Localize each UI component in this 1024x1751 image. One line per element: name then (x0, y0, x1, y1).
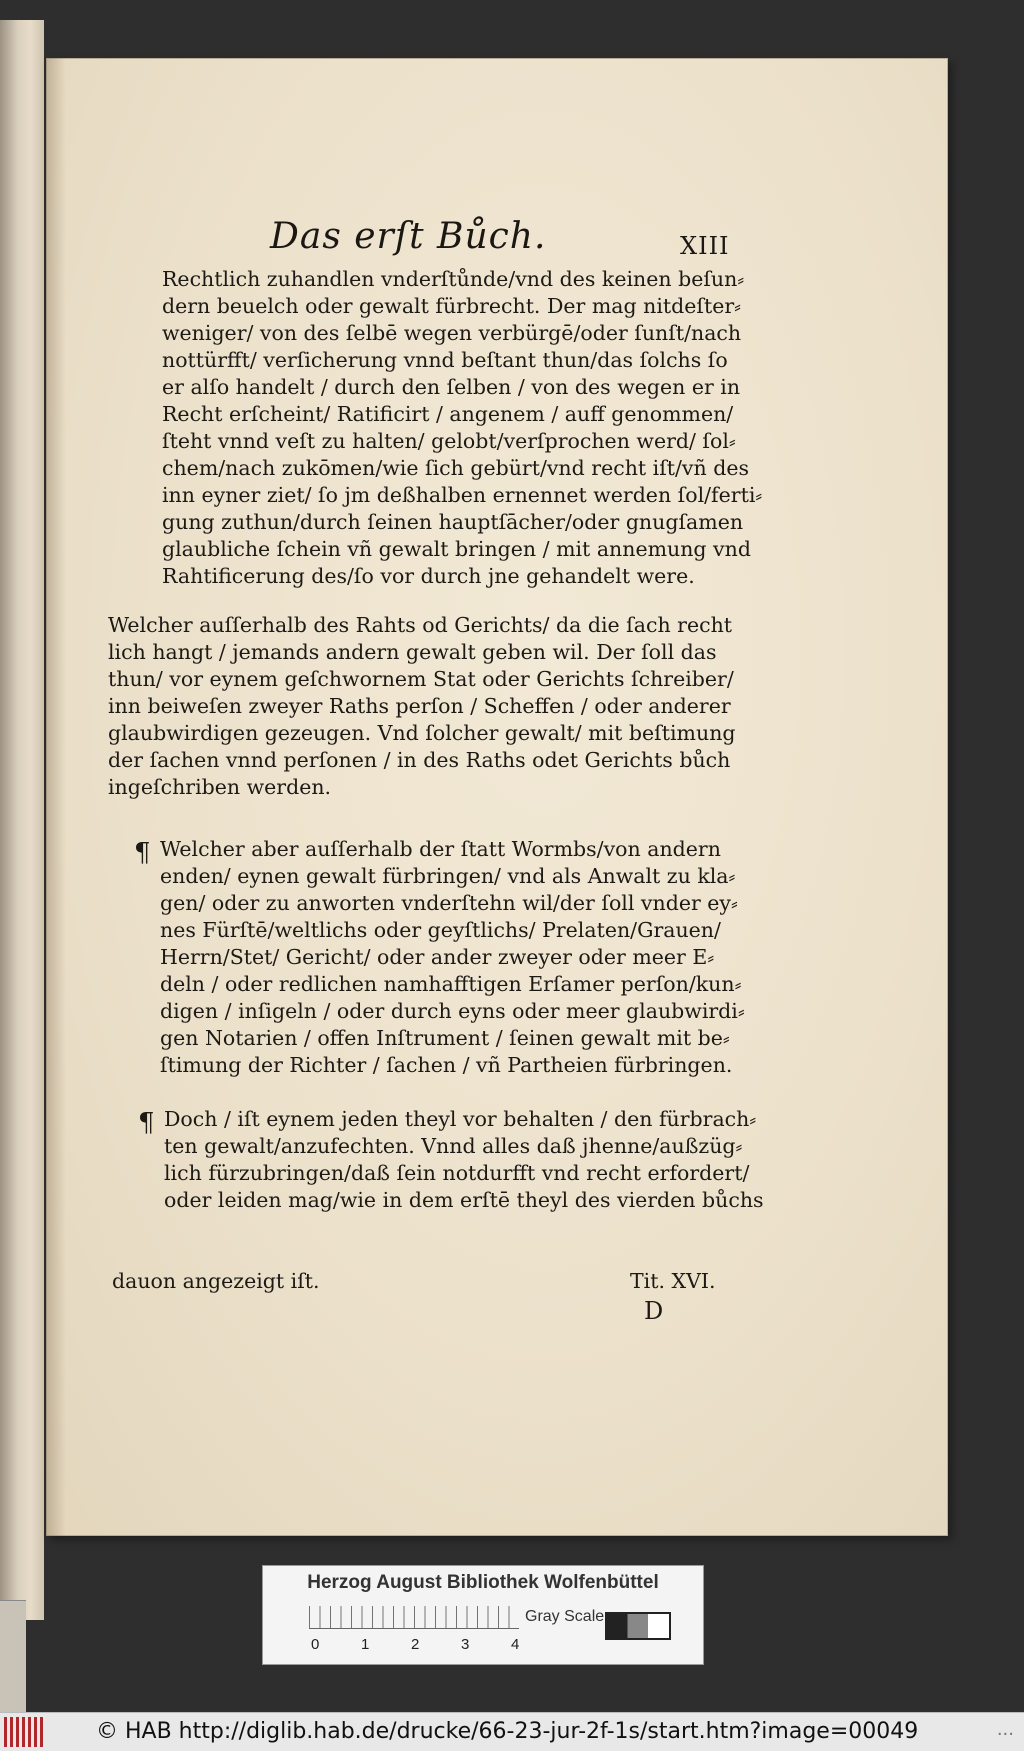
gray-scale-label: Gray Scale (525, 1608, 605, 1625)
hab-logo-icon (4, 1717, 46, 1747)
text-line: Doch / iſt eynem jeden theyl vor behalten / den fürbrach⸗ (164, 1107, 757, 1131)
text-line: Recht erſcheint/ Ratificirt / angenem / auff genommen/ (162, 402, 734, 426)
text-line: nottürfft/ verſicherung vnnd beſtant thun/das ſolchs ſo (162, 348, 728, 372)
text-line: Rechtlich zuhandlen vnderſtůnde/vnd des keinen beſun⸗ (162, 267, 745, 291)
paragraph-4-last-line: dauon angezeigt iſt. (112, 1269, 320, 1293)
text-line: digen / inſigeln / oder durch eyns oder meer glaubwirdi⸗ (160, 999, 745, 1023)
ruler-tick-label: 1 (361, 1636, 370, 1653)
paragraph-4 (164, 1106, 764, 1214)
text-line: thun/ vor eynem geſchwornem Stat oder Gerichts ſchreiber/ (108, 667, 734, 691)
text-line: Welcher auſſerhalb des Rahts od Gerichts/ da die ſach recht (108, 613, 733, 637)
pilcrow-mark: ¶ (138, 1108, 155, 1138)
ruler-tick-label: 4 (511, 1636, 520, 1653)
text-line: enden/ eynen gewalt fürbringen/ vnd als Anwalt zu kla⸗ (160, 864, 736, 888)
text-line: gung zuthun/durch ſeinen hauptſācher/oder gnugſamen (162, 510, 744, 534)
page-gutter (46, 58, 66, 1536)
viewer-footer-bar (0, 1712, 1024, 1751)
text-line: glaubliche ſchein vñ gewalt bringen / mit annemung vnd (162, 537, 751, 561)
text-line: dern beuelch oder gewalt fürbrecht. Der mag nitdeſter⸗ (162, 294, 741, 318)
paragraph-1 (162, 266, 762, 590)
text-line: ſteht vnnd veſt zu halten/ gelobt/verſprochen werd/ ſol⸗ (162, 429, 736, 453)
text-line: gen Notarien / offen Inſtrument / ſeinen gewalt mit be⸗ (160, 1026, 730, 1050)
book-page (46, 58, 948, 1536)
ruler-tick-label: 2 (411, 1636, 420, 1653)
text-line: inn eyner ziet/ ſo jm deßhalben ernennet werden ſol/ferti⸗ (162, 483, 763, 507)
text-line: inn beiweſen zweyer Raths perſon / Scheffen / oder anderer (108, 694, 731, 718)
color-calibration-bar (262, 1565, 704, 1665)
text-line: chem/nach zukōmen/wie ſich gebürt/vnd recht iſt/vñ des (162, 456, 750, 480)
text-line: Rahtificerung des/ſo vor durch jne gehandelt were. (162, 564, 695, 588)
text-line: glaubwirdigen gezeugen. Vnd ſolcher gewalt/ mit beſtimung (108, 721, 736, 745)
book-spine-label (0, 1600, 26, 1713)
text-line: der ſachen vnnd perſonen / in des Raths odet Gerichts bůch (108, 748, 731, 772)
gray-scale-swatch (605, 1612, 671, 1640)
text-line: lich hangt / jemands andern gewalt geben wil. Der ſoll das (108, 640, 717, 664)
pilcrow-mark: ¶ (134, 838, 151, 868)
ruler-tick-label: 3 (461, 1636, 470, 1653)
ruler-tick-label: 0 (311, 1636, 320, 1653)
facing-page-edge (0, 20, 44, 1620)
library-name: Herzog August Bibliothek Wolfenbüttel (307, 1572, 659, 1593)
text-line: weniger/ von des ſelbē wegen verbürgē/oder ſunſt/nach (162, 321, 742, 345)
paragraph-3 (160, 836, 745, 1079)
source-url-text[interactable]: © HAB http://diglib.hab.de/drucke/66-23-jur-2f-1s/start.htm?image=00049 (96, 1719, 919, 1744)
running-title: Das erſt Bůch. (270, 216, 547, 257)
text-line: er alſo handelt / durch den ſelben / von des wegen er in (162, 375, 741, 399)
text-line: ingeſchriben werden. (108, 775, 332, 799)
text-line: gen/ oder zu anworten vnderſtehn wil/der ſoll vnder ey⸗ (160, 891, 738, 915)
text-line: oder leiden mag/wie in dem erſtē theyl des vierden bůchs (164, 1188, 764, 1212)
paragraph-2 (108, 612, 736, 801)
scale-ruler (309, 1606, 519, 1629)
title-reference: Tit. XVI. (630, 1269, 716, 1293)
text-line: nes Fürſtē/weltlichs oder geyſtlichs/ Prelaten/Grauen/ (160, 918, 721, 942)
text-line: Herrn/Stet/ Gericht/ oder ander zweyer oder meer E⸗ (160, 945, 715, 969)
more-menu-icon[interactable]: ... (996, 1719, 1014, 1740)
text-line: lich fürzubringen/daß ſein notdurfft vnd recht erfordert/ (164, 1161, 750, 1185)
text-line: deln / oder redlichen namhafftigen Erſamer perſon/kun⸗ (160, 972, 742, 996)
text-line: ten gewalt/anzufechten. Vnnd alles daß jhenne/außzüg⸗ (164, 1134, 743, 1158)
signature-mark: D (644, 1297, 664, 1325)
text-line: Welcher aber auſſerhalb der ſtatt Wormbs/von andern (160, 837, 721, 861)
folio-number: XIII (680, 232, 730, 260)
text-line: ſtimung der Richter / ſachen / vñ Partheien fürbringen. (160, 1053, 733, 1077)
